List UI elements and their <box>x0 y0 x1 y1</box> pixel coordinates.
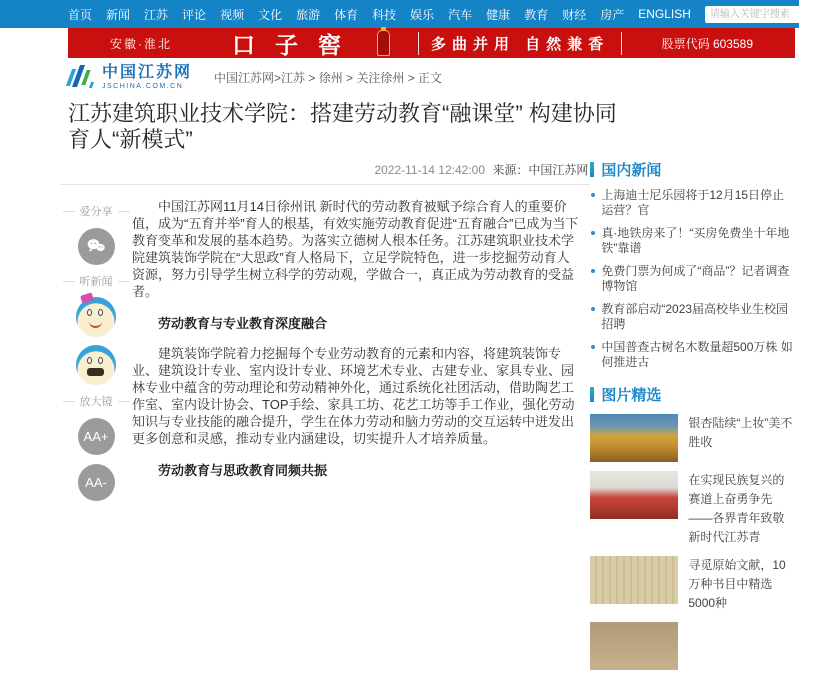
wechat-icon <box>86 237 106 256</box>
pic-caption[interactable]: 在实现民族复兴的赛道上奋勇争先——各界青年致敬新时代江苏青 <box>688 473 785 544</box>
article-date: 2022-11-14 12:42:00 <box>374 163 485 177</box>
news-item[interactable] <box>590 340 795 370</box>
section-bar-icon <box>590 387 594 402</box>
article-paragraph-2: 建筑装饰学院着力挖掘每个专业劳动教育的元素和内容，将建筑装饰专业、建筑设计专业、室内设计专业、环境艺术专业、古建专业、家具专业、园林专业中蕴含的劳动理论和劳动精神外化，通过系统化社团活动，借助陶艺工作室、室内设计协会、TOP手绘、家具工坊、花艺工坊等手工作业，强化劳动知识与专业技能的融合提升，学生在体力劳动和脑力劳动的交互运转中迸发出更多创意和灵感，推动专业内涵建设，切实提升人才培养质量。 <box>132 346 575 446</box>
mascot-bow-icon <box>80 292 94 303</box>
font-zoom-out-button[interactable]: AA- <box>78 464 115 501</box>
bullet-icon <box>591 193 595 197</box>
nav-item-comment[interactable]: 评论 <box>182 7 207 22</box>
news-item[interactable] <box>590 302 795 332</box>
bullet-icon <box>591 231 595 235</box>
nav-search <box>705 6 836 23</box>
wechat-share-button[interactable] <box>78 228 115 265</box>
nav-item-jiangsu[interactable]: 江苏 <box>144 7 169 22</box>
article-subheading-1: 劳动教育与专业教育深度融合 <box>158 316 328 331</box>
news-link[interactable]: 真·地铁房来了！“买房免费坐十年地铁”靠谱 <box>601 226 790 255</box>
pic-item[interactable] <box>590 622 795 670</box>
domestic-news-list <box>590 188 795 370</box>
nav-item-auto[interactable]: 汽车 <box>448 7 473 22</box>
nav-item-home[interactable]: 首页 <box>68 7 93 22</box>
logo-domain: JSCHINA.COM.CN <box>102 82 184 90</box>
news-link[interactable]: 中国普查古树名木数量超500万株 如何推进古 <box>601 340 793 369</box>
manuscripts-photo-thumbnail[interactable] <box>590 556 678 604</box>
news-item[interactable] <box>590 264 795 294</box>
exhibition-photo-thumbnail[interactable] <box>590 471 678 519</box>
article-column <box>60 153 590 679</box>
pic-caption[interactable]: 银杏陆续“上妆”美不胜收 <box>688 416 793 449</box>
bullet-icon <box>591 307 595 311</box>
pic-item[interactable] <box>590 471 795 547</box>
nav-item-finance[interactable]: 财经 <box>562 7 587 22</box>
banner-region-text: 安徽·淮北 <box>110 36 172 51</box>
top-navigation-bar <box>0 0 799 28</box>
bullet-icon <box>591 269 595 273</box>
share-rail <box>60 185 132 503</box>
share-rail-label: 爱分享 <box>60 203 132 219</box>
nav-item-health[interactable]: 健康 <box>486 7 511 22</box>
banner-brand-text: 口子窖 <box>232 32 361 58</box>
pic-item[interactable] <box>590 414 795 462</box>
article-paragraph-1: 中国江苏网11月14日徐州讯 新时代的劳动教育被赋予综合育人的重要价值，成为“五育并举”育人的根基，有效实施劳动教育促进“五育融合”已成为当下教育变革和发展的基本趋势。为落实立德树人根本任务。江苏建筑职业技术学院建筑装饰学院在“大思政”育人格局下，立足学院特色，进一步挖掘劳动育人资源，努力引导学生树立科学的劳动观，学做合一，真正成为劳动教育的受益者。 <box>132 199 579 299</box>
liquor-bottle-icon <box>377 30 390 56</box>
banner-ad[interactable] <box>68 28 795 58</box>
news-link[interactable]: 教育部启动“2023届高校毕业生校园招聘 <box>601 302 789 331</box>
site-header <box>68 58 799 96</box>
nav-item-realestate[interactable]: 房产 <box>600 7 625 22</box>
domestic-news-title: 国内新闻 <box>601 162 662 179</box>
article-meta <box>60 153 590 184</box>
magnifier-label: 放大镜 <box>60 393 132 409</box>
news-item[interactable] <box>590 188 795 218</box>
search-button[interactable] <box>823 6 836 22</box>
mascot-listen-button-2[interactable] <box>76 345 116 385</box>
breadcrumb[interactable]: 中国江苏网>江苏 > 徐州 > 关注徐州 > 正文 <box>214 70 443 85</box>
banner-stock-code: 股票代码 603589 <box>661 36 753 51</box>
main-content <box>60 153 795 679</box>
article-title: 江苏建筑职业技术学院：搭建劳动教育“融课堂” 构建协同育人“新模式” <box>68 101 617 152</box>
article-body <box>132 185 590 503</box>
news-link[interactable]: 免费门票为何成了“商品”？记者调查博物馆 <box>601 264 790 293</box>
search-input[interactable] <box>705 6 815 23</box>
font-zoom-in-button[interactable]: AA+ <box>78 418 115 455</box>
logo-title: 中国江苏网 <box>102 63 193 81</box>
nav-item-tech[interactable]: 科技 <box>372 7 397 22</box>
ginkgo-photo-thumbnail[interactable] <box>590 414 678 462</box>
nav-item-english[interactable]: ENGLISH <box>638 7 691 21</box>
nav-item-education[interactable]: 教育 <box>524 7 549 22</box>
banner-slogan-text: 多曲并用 自然兼香 <box>418 32 622 55</box>
nav-item-entertainment[interactable]: 娱乐 <box>410 7 435 22</box>
article-source: 来源：中国江苏网 <box>492 163 589 177</box>
nav-item-sports[interactable]: 体育 <box>334 7 359 22</box>
site-logo[interactable] <box>68 64 192 90</box>
bullet-icon <box>591 345 595 349</box>
search-icon <box>823 6 836 22</box>
selected-pictures-title: 图片精选 <box>601 387 662 404</box>
nav-item-video[interactable]: 视频 <box>220 7 245 22</box>
nav-item-culture[interactable]: 文化 <box>258 7 283 22</box>
nav-item-travel[interactable]: 旅游 <box>296 7 321 22</box>
pic-caption[interactable]: 寻觅原始文献，10万种书目中精选5000种 <box>688 558 786 610</box>
logo-slashes-icon <box>68 64 96 90</box>
section-bar-icon <box>590 162 594 177</box>
mascot-listen-button-1[interactable] <box>76 297 116 337</box>
pic-item[interactable] <box>590 556 795 613</box>
selected-pictures-header <box>590 384 795 405</box>
partial-photo-thumbnail[interactable] <box>590 622 678 670</box>
article-subheading-2: 劳动教育与思政教育同频共振 <box>158 463 328 478</box>
news-link[interactable]: 上海迪士尼乐园将于12月15日停止运营？官 <box>601 188 785 217</box>
right-sidebar <box>590 153 795 679</box>
domestic-news-header <box>590 159 795 180</box>
nav-item-news[interactable]: 新闻 <box>106 7 131 22</box>
listen-news-label: 听新闻 <box>60 273 132 289</box>
news-item[interactable] <box>590 226 795 256</box>
